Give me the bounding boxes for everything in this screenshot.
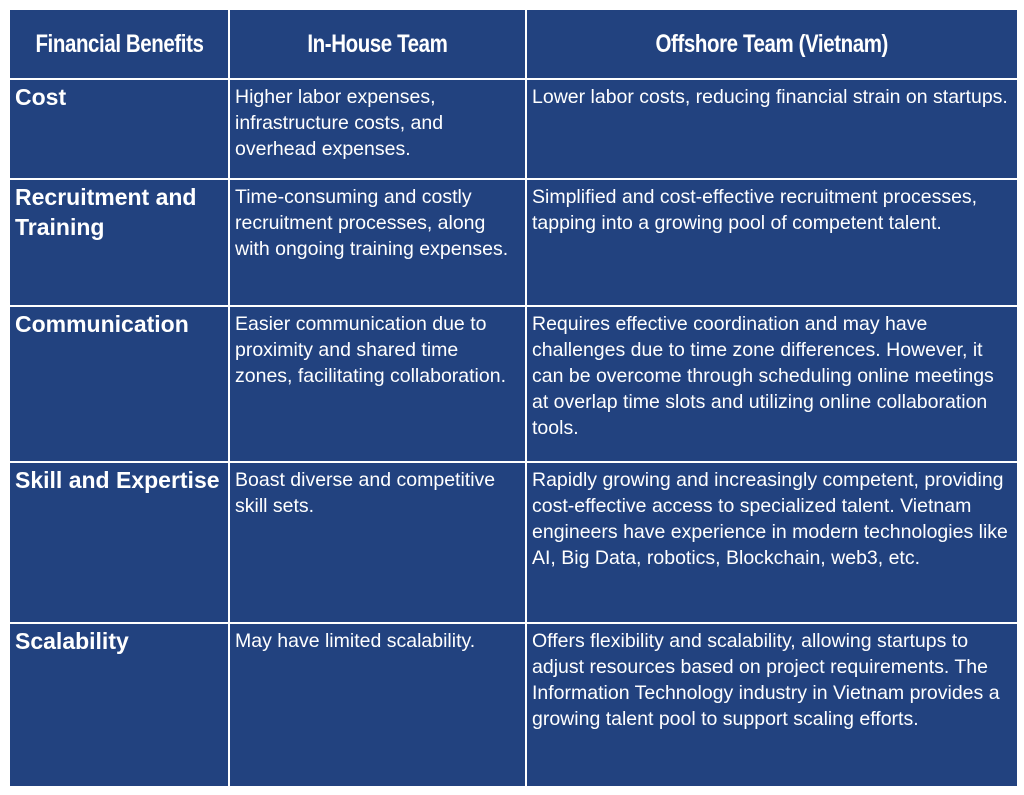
comparison-table — [8, 8, 1019, 788]
table-row-skill — [9, 462, 1018, 623]
in-house-cell-skill: Boast diverse and competitive skill sets. — [229, 462, 526, 623]
offshore-cell-skill: Rapidly growing and increasingly competent, providing cost-effective access to specialized talent. Vietnam engineers have experience in modern technologies like AI, Big Data, robotics, Blockchain, web3, etc. — [526, 462, 1018, 623]
header-label: Financial Benefits — [34, 30, 204, 58]
header-label: Offshore Team (Vietnam) — [655, 30, 889, 58]
comparison-table-container — [8, 8, 1017, 786]
header-in-house-team — [229, 9, 526, 79]
table-row-scalability — [9, 623, 1018, 787]
in-house-cell-recruitment: Time-consuming and costly recruitment processes, along with ongoing training expenses. — [229, 179, 526, 306]
row-label-scalability: Scalability — [9, 623, 229, 787]
offshore-cell-cost: Lower labor costs, reducing financial strain on startups. — [526, 79, 1018, 179]
row-label-communication: Communication — [9, 306, 229, 462]
row-label-cost: Cost — [9, 79, 229, 179]
offshore-cell-recruitment: Simplified and cost-effective recruitment processes, tapping into a growing pool of competent talent. — [526, 179, 1018, 306]
in-house-cell-scalability: May have limited scalability. — [229, 623, 526, 787]
in-house-cell-communication: Easier communication due to proximity and shared time zones, facilitating collaboration. — [229, 306, 526, 462]
table-header-row — [9, 9, 1018, 79]
header-financial-benefits — [9, 9, 229, 79]
header-label: In-House Team — [307, 30, 448, 58]
table-row-communication — [9, 306, 1018, 462]
table-row-recruitment — [9, 179, 1018, 306]
in-house-cell-cost: Higher labor expenses, infrastructure costs, and overhead expenses. — [229, 79, 526, 179]
header-offshore-team — [526, 9, 1018, 79]
offshore-cell-communication: Requires effective coordination and may have challenges due to time zone differences. However, it can be overcome through scheduling online meetings at overlap time slots and utilizing online collaboration tools. — [526, 306, 1018, 462]
table-row-cost — [9, 79, 1018, 179]
row-label-skill: Skill and Expertise — [9, 462, 229, 623]
offshore-cell-scalability: Offers flexibility and scalability, allowing startups to adjust resources based on project requirements. The Information Technology industry in Vietnam provides a growing talent pool to support scaling efforts. — [526, 623, 1018, 787]
row-label-recruitment: Recruitment and Training — [9, 179, 229, 306]
